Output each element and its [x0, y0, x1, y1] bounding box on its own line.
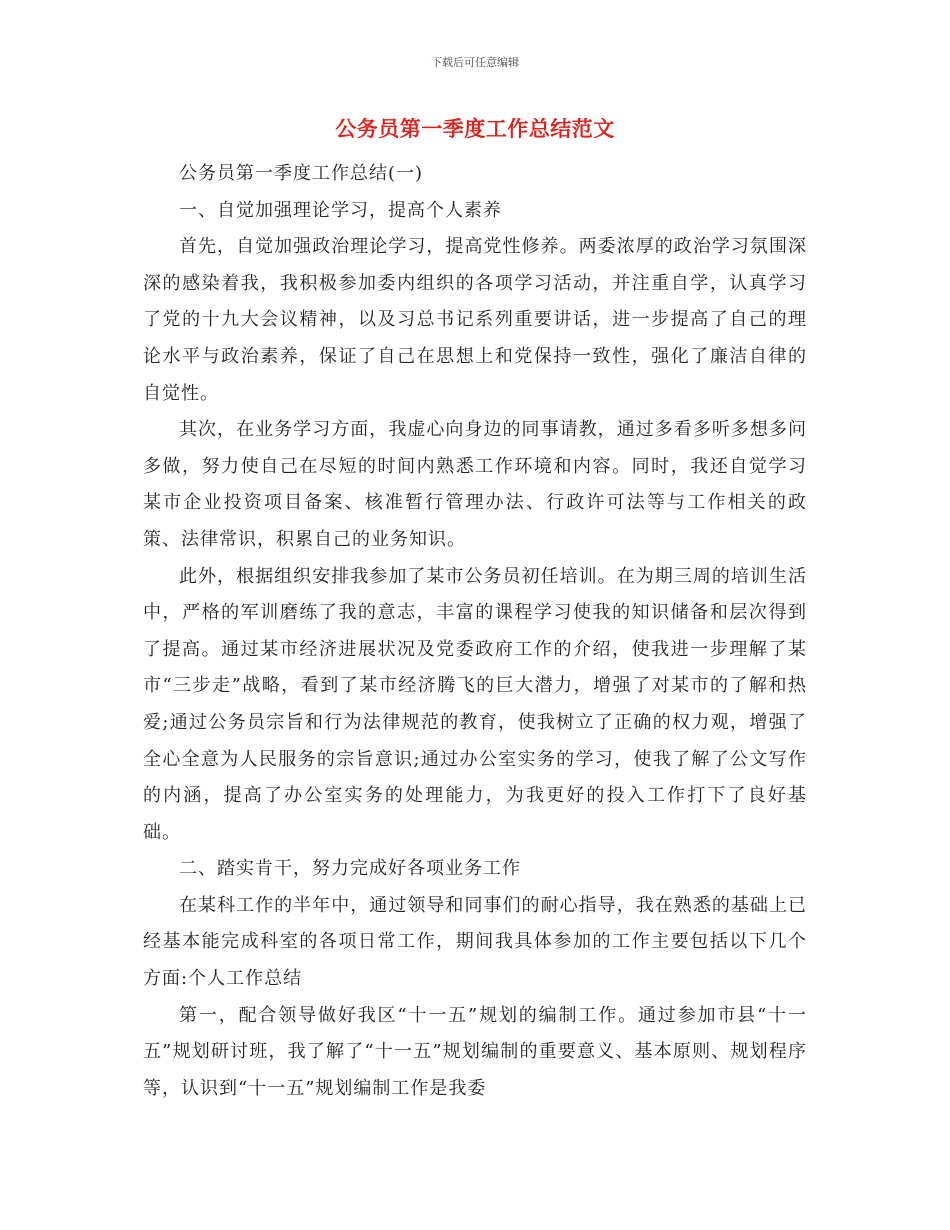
paragraph: 在某科工作的半年中，通过领导和同事们的耐心指导，我在熟悉的基础上已经基本能完成科室的各项日常工作，期间我具体参加的工作主要包括以下几个方面:个人工作总结 [143, 894, 807, 990]
document-body [143, 156, 807, 1107]
paragraph: 第一，配合领导做好我区“十一五”规划的编制工作。通过参加市县“十一五”规划研讨班，我了解了“十一五”规划编制的重要意义、基本原则、规划程序等，认识到“十一五”规划编制工作是我委 [143, 1004, 807, 1099]
paragraph-heading-2: 二、踏实肯干，努力完成好各项业务工作 [179, 858, 521, 880]
paragraph: 此外，根据组织安排我参加了某市公务员初任培训。在为期三周的培训生活中，严格的军训磨练了我的意志，丰富的课程学习使我的知识储备和层次得到了提高。通过某市经济进展状况及党委政府工作的介绍，使我进一步理解了某市“三步走”战略，看到了某市经济腾飞的巨大潜力，增强了对某市的了解和热爱;通过公务员宗旨和行为法律规范的教育，使我树立了正确的权力观，增强了全心全意为人民服务的宗旨意识;通过办公室实务的学习，使我了解了公文写作的内涵，提高了办公室实务的处理能力，为我更好的投入工作打下了良好基础。 [143, 565, 807, 843]
paragraph: 其次，在业务学习方面，我虚心向身边的同事请教，通过多看多听多想多问多做，努力使自己在尽短的时间内熟悉工作环境和内容。同时，我还自觉学习某市企业投资项目备案、核准暂行管理办法、行政许可法等与工作相关的政策、法律常识，积累自己的业务知识。 [143, 419, 807, 550]
document-title: 公务员第一季度工作总结范文 [335, 117, 615, 141]
header-note: 下载后可任意编辑 [431, 56, 519, 69]
paragraph-heading-1: 一、自觉加强理论学习，提高个人素养 [179, 199, 502, 221]
paragraph: 首先，自觉加强政治理论学习，提高党性修养。两委浓厚的政治学习氛围深深的感染着我，我积极参加委内组织的各项学习活动，并注重自学，认真学习了党的十九大会议精神，以及习总书记系列重要讲话，进一步提高了自己的理论水平与政治素养，保证了自己在思想上和党保持一致性，强化了廉洁自律的自觉性。 [143, 236, 807, 404]
paragraph-subtitle: 公务员第一季度工作总结(一) [179, 163, 424, 184]
